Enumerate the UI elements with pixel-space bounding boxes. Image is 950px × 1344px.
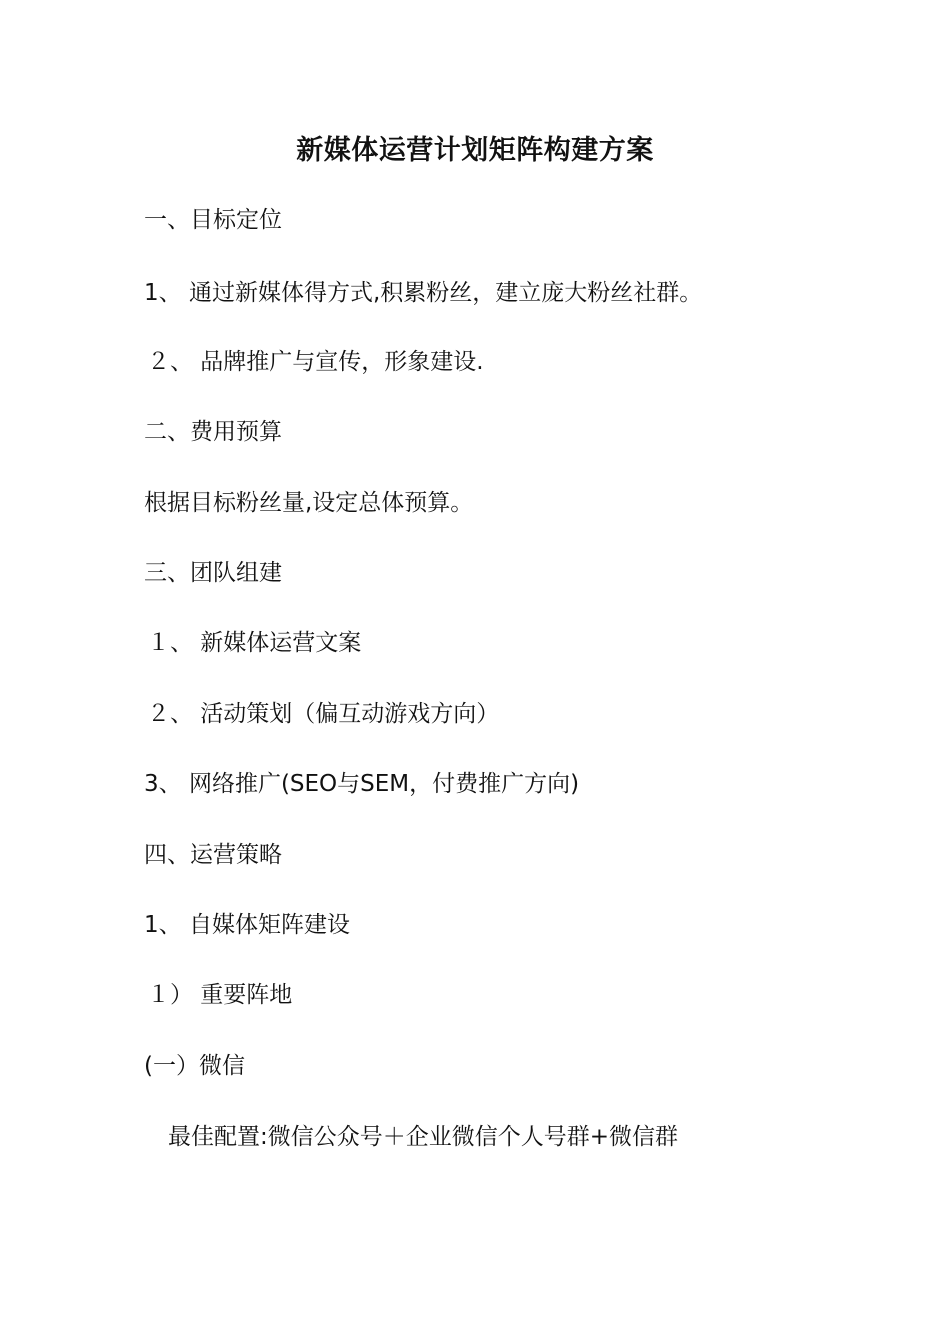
team-item-3: 3、 网络推广(SEO与SEM，付费推广方向) <box>144 771 580 797</box>
strategy-item-1: 1、 自媒体矩阵建设 <box>144 912 350 938</box>
section-heading-team: 三、团队组建 <box>144 560 282 586</box>
goal-item-2: ２、 品牌推广与宣传，形象建设. <box>147 349 484 375</box>
strategy-subitem-1: １） 重要阵地 <box>147 982 293 1008</box>
budget-paragraph: 根据目标粉丝量,设定总体预算。 <box>144 490 474 516</box>
section-heading-goals: 一、目标定位 <box>144 207 282 233</box>
section-heading-strategy: 四、运营策略 <box>144 842 282 868</box>
goal-item-1: 1、 通过新媒体得方式,积累粉丝，建立庞大粉丝社群。 <box>144 280 703 306</box>
document-title: 新媒体运营计划矩阵构建方案 <box>296 135 654 166</box>
team-item-2: ２、 活动策划（偏互动游戏方向） <box>147 701 500 727</box>
team-item-1: １、 新媒体运营文案 <box>147 630 362 656</box>
section-heading-budget: 二、费用预算 <box>144 419 282 445</box>
wechat-config-paragraph: 最佳配置:微信公众号＋企业微信个人号群+微信群 <box>168 1124 679 1150</box>
strategy-subsection-wechat: (一）微信 <box>144 1053 245 1079</box>
